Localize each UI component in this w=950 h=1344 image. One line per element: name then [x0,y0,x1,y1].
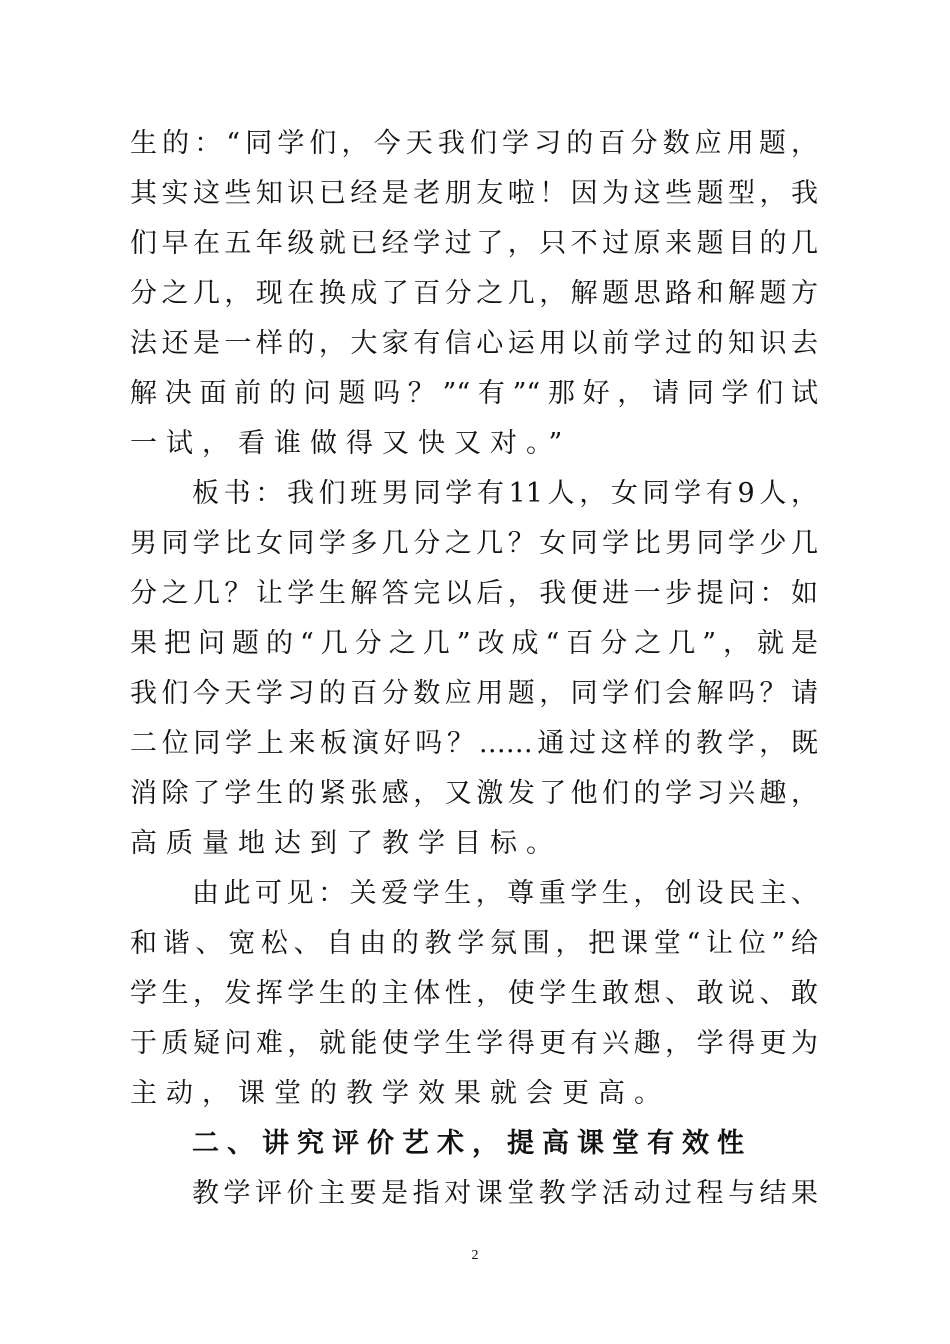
text-line-13: 二位同学上来板演好吗？……通过这样的教学，既 [130,728,818,759]
text-line-8: 板书：我们班男同学有11人，女同学有9人， [192,478,818,509]
text-line-3: 们早在五年级就已经学过了，只不过原来题目的几 [130,228,818,259]
text-line-9: 男同学比女同学多几分之几？女同学比男同学少几 [130,528,818,559]
text-line-2: 其实这些知识已经是老朋友啦！因为这些题型，我 [130,178,818,209]
section-heading: 二、讲究评价艺术，提高课堂有效性 [192,1128,752,1159]
text-line-5: 法还是一样的，大家有信心运用以前学过的知识去 [130,328,818,359]
text-line-11: 果把问题的“几分之几”改成“百分之几”，就是 [130,628,818,659]
text-line-14: 消除了学生的紧张感，又激发了他们的学习兴趣， [130,778,818,809]
text-line-17: 和谐、宽松、自由的教学氛围，把课堂“让位”给 [130,928,818,959]
text-line-10: 分之几？让学生解答完以后，我便进一步提问：如 [130,578,818,609]
page-number: 2 [471,1248,479,1263]
text-line-6: 解决面前的问题吗？”“有”“那好，请同学们试 [130,378,818,409]
text-line-19: 于质疑问难，就能使学生学得更有兴趣，学得更为 [130,1028,818,1059]
text-line-20: 主动，课堂的教学效果就会更高。 [130,1078,670,1109]
text-line-4: 分之几，现在换成了百分之几，解题思路和解题方 [130,278,818,309]
text-line-16: 由此可见：关爱学生，尊重学生，创设民主、 [192,878,818,909]
text-line-15: 高质量地达到了教学目标。 [130,828,562,859]
text-line-7: 一试，看谁做得又快又对。” [130,428,572,459]
text-line-1: 生的：“同学们，今天我们学习的百分数应用题， [130,128,818,159]
text-line-18: 学生，发挥学生的主体性，使学生敢想、敢说、敢 [130,978,818,1009]
text-line-22: 教学评价主要是指对课堂教学活动过程与结果 [192,1178,818,1209]
text-line-12: 我们今天学习的百分数应用题，同学们会解吗？请 [130,678,818,709]
